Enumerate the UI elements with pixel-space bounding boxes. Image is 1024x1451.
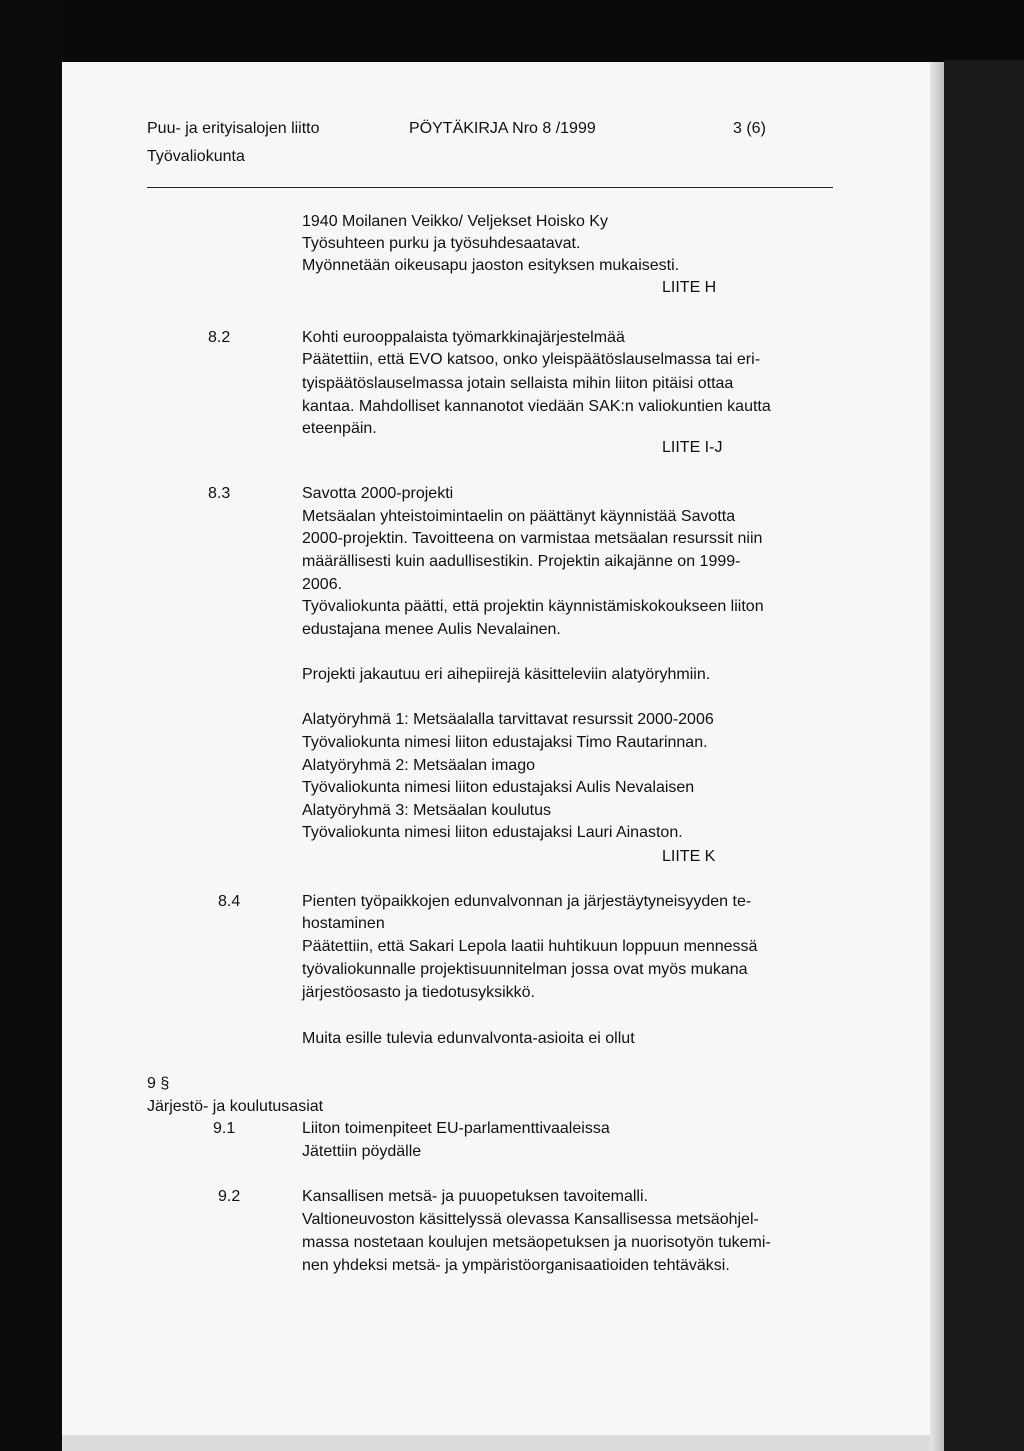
scan-border-bottom [62,1435,930,1451]
section-line: Valtioneuvoston käsittelyssä olevassa Kansallisessa metsäohjel- [302,1211,759,1228]
section-line: Metsäalan yhteistoimintaelin on päättänyt käynnistää Savotta [302,508,736,525]
appendix-label: LIITE K [662,848,716,865]
header-org: Puu- ja erityisalojen liitto [147,120,320,137]
group-line: Työvaliokunta nimesi liiton edustajaksi Timo Rautarinnan. [302,734,708,751]
section-number: 8.2 [208,329,231,346]
item-1940-line: Myönnetään oikeusapu jaoston esityksen mukaisesti. [302,257,680,274]
section-paragraph: Projekti jakautuu eri aihepiirejä käsitteleviin alatyöryhmiin. [302,666,711,683]
section-line: Jätettiin pöydälle [302,1143,422,1160]
section-line: määrällisesti kuin aadullisestikin. Projektin aikajänne on 1999- [302,553,741,570]
section-line: Työvaliokunta päätti, että projektin käynnistämiskokoukseen liiton [302,598,764,615]
section-number: 8.3 [208,485,231,502]
section-number: 9.1 [213,1120,236,1137]
appendix-label: LIITE I-J [662,439,723,456]
group-line: Alatyöryhmä 2: Metsäalan imago [302,757,535,774]
group-line: Alatyöryhmä 3: Metsäalan koulutus [302,802,552,819]
scan-border-right [944,60,1024,1451]
header-page-number: 3 (6) [733,120,766,137]
section-number: 9.2 [218,1188,241,1205]
section-line: hostaminen [302,915,385,932]
section-paragraph: Muita esille tulevia edunvalvonta-asioita ei ollut [302,1030,635,1047]
section-line: työvaliokunnalle projektisuunnitelman jossa ovat myös mukana [302,961,748,978]
section-line: massa nostetaan koulujen metsäopetuksen ja nuorisotyön tukemi- [302,1234,771,1251]
section-line: eteenpäin. [302,420,377,437]
group-line: Alatyöryhmä 1: Metsäalalla tarvittavat resurssit 2000-2006 [302,711,714,728]
scan-border-left [0,0,62,1451]
section-title: Järjestö- ja koulutusasiat [147,1098,324,1115]
section-title: Savotta 2000-projekti [302,485,454,502]
group-line: Työvaliokunta nimesi liiton edustajaksi Lauri Ainaston. [302,824,683,841]
group-line: Työvaliokunta nimesi liiton edustajaksi Aulis Nevalaisen [302,779,695,796]
section-line: 2000-projektin. Tavoitteena on varmistaa metsäalan resurssit niin [302,530,763,547]
section-line: järjestöosasto ja tiedotusyksikkö. [302,984,535,1001]
appendix-label: LIITE H [662,279,717,296]
section-number: 8.4 [218,893,241,910]
binder-edge [930,62,944,1451]
section-line: 2006. [302,576,343,593]
section-line: nen yhdeksi metsä- ja ympäristöorganisaatioiden tehtäväksi. [302,1257,730,1274]
item-1940-line: Työsuhteen purku ja työsuhdesaatavat. [302,235,581,252]
section-line: Liiton toimenpiteet EU-parlamenttivaaleissa [302,1120,610,1137]
section-title: Kohti eurooppalaista työmarkkinajärjestelmää [302,329,625,346]
header-rule [147,187,833,188]
section-line: Kansallisen metsä- ja puuopetuksen tavoitemalli. [302,1188,648,1205]
section-heading: 9 § [147,1075,170,1092]
section-line: Pienten työpaikkojen edunvalvonnan ja järjestäytyneisyyden te- [302,893,752,910]
section-line: edustajana menee Aulis Nevalainen. [302,621,561,638]
header-department: Työvaliokunta [147,148,245,165]
header-doc-title: PÖYTÄKIRJA Nro 8 /1999 [409,120,596,137]
item-1940-line: 1940 Moilanen Veikko/ Veljekset Hoisko Ky [302,213,608,230]
section-line: Päätettiin, että Sakari Lepola laatii huhtikuun loppuun mennessä [302,938,758,955]
section-line: kantaa. Mahdolliset kannanotot viedään SAK:n valiokuntien kautta [302,398,771,415]
section-line: tyispäätöslauselmassa jotain sellaista mihin liiton pitäisi ottaa [302,375,734,392]
section-line: Päätettiin, että EVO katsoo, onko yleispäätöslauselmassa tai eri- [302,351,761,368]
